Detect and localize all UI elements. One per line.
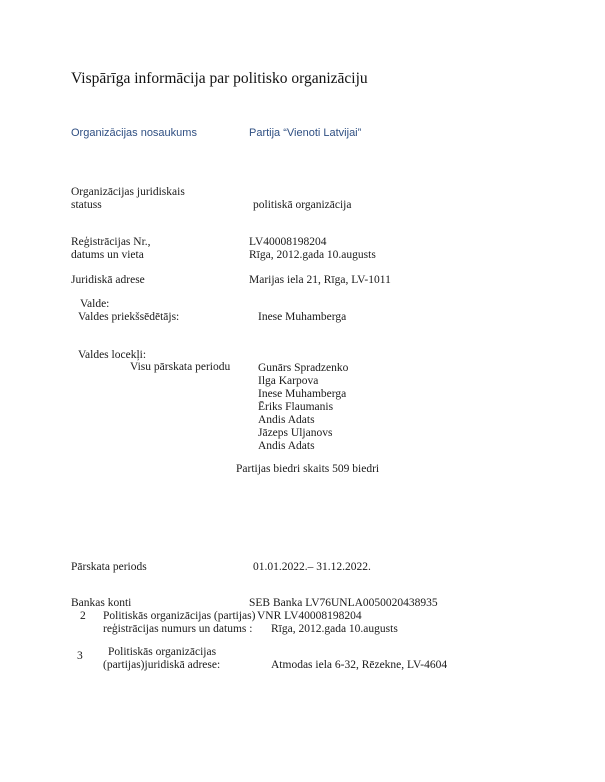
board-member-6: Jāzeps Uljanovs [258, 427, 333, 439]
board-chair-name: Inese Muhamberga [258, 311, 347, 323]
item-3-value: Atmodas iela 6-32, Rēzekne, LV-4604 [271, 659, 448, 671]
board-chair-label: Valdes priekšsēdētājs: [78, 311, 180, 323]
registration-label-1: Reģistrācijas Nr., [71, 236, 151, 248]
item-3-number: 3 [77, 650, 83, 662]
board-label: Valde: [80, 298, 110, 310]
legal-status-label-2: statuss [71, 199, 102, 211]
legal-address-value: Marijas iela 21, Rīga, LV-1011 [249, 274, 391, 286]
board-members-label: Valdes locekļi: [78, 349, 147, 361]
board-member-5: Andis Adats [258, 414, 315, 426]
reporting-period-value: 01.01.2022.– 31.12.2022. [253, 561, 371, 573]
bank-value: SEB Banka LV76UNLA0050020438935 [249, 597, 438, 609]
party-members-count: Partijas biedri skaits 509 biedri [236, 463, 380, 475]
item-2-value-2: Rīga, 2012.gada 10.augusts [271, 623, 398, 635]
board-member-1: Gunārs Spradzenko [258, 362, 349, 374]
legal-status-label-1: Organizācijas juridiskais [71, 186, 185, 198]
page-title: Vispārīga informācija par politisko organizāciju [71, 70, 368, 87]
item-2-label-2: reģistrācijas numurs un datums : [103, 623, 253, 635]
legal-status-value: politiskā organizācija [253, 199, 352, 211]
reporting-period-label: Pārskata periods [71, 561, 147, 573]
registration-number: LV40008198204 [249, 236, 327, 248]
item-2-number: 2 [80, 610, 86, 622]
registration-date-place: Rīga, 2012.gada 10.augusts [249, 249, 376, 261]
board-member-7: Andis Adats [258, 440, 315, 452]
board-member-4: Ēriks Flaumanis [258, 401, 334, 413]
board-member-3: Inese Muhamberga [258, 388, 347, 400]
board-period-label: Visu pārskata periodu [130, 361, 231, 373]
item-3-label-1: Politiskās organizācijas [108, 646, 217, 658]
org-name-label: Organizācijas nosaukums [71, 127, 197, 139]
board-member-2: Ilga Karpova [258, 375, 319, 387]
org-name-value: Partija “Vienoti Latvijai” [249, 127, 362, 139]
legal-address-label: Juridiskā adrese [71, 274, 145, 286]
item-3-label-2: (partijas)juridiskā adrese: [103, 659, 221, 671]
item-2-label-1: Politiskās organizācijas (partijas) [103, 610, 256, 622]
item-2-value-1: VNR LV40008198204 [257, 610, 362, 622]
registration-label-2: datums un vieta [71, 249, 144, 261]
bank-label: Bankas konti [71, 597, 132, 609]
